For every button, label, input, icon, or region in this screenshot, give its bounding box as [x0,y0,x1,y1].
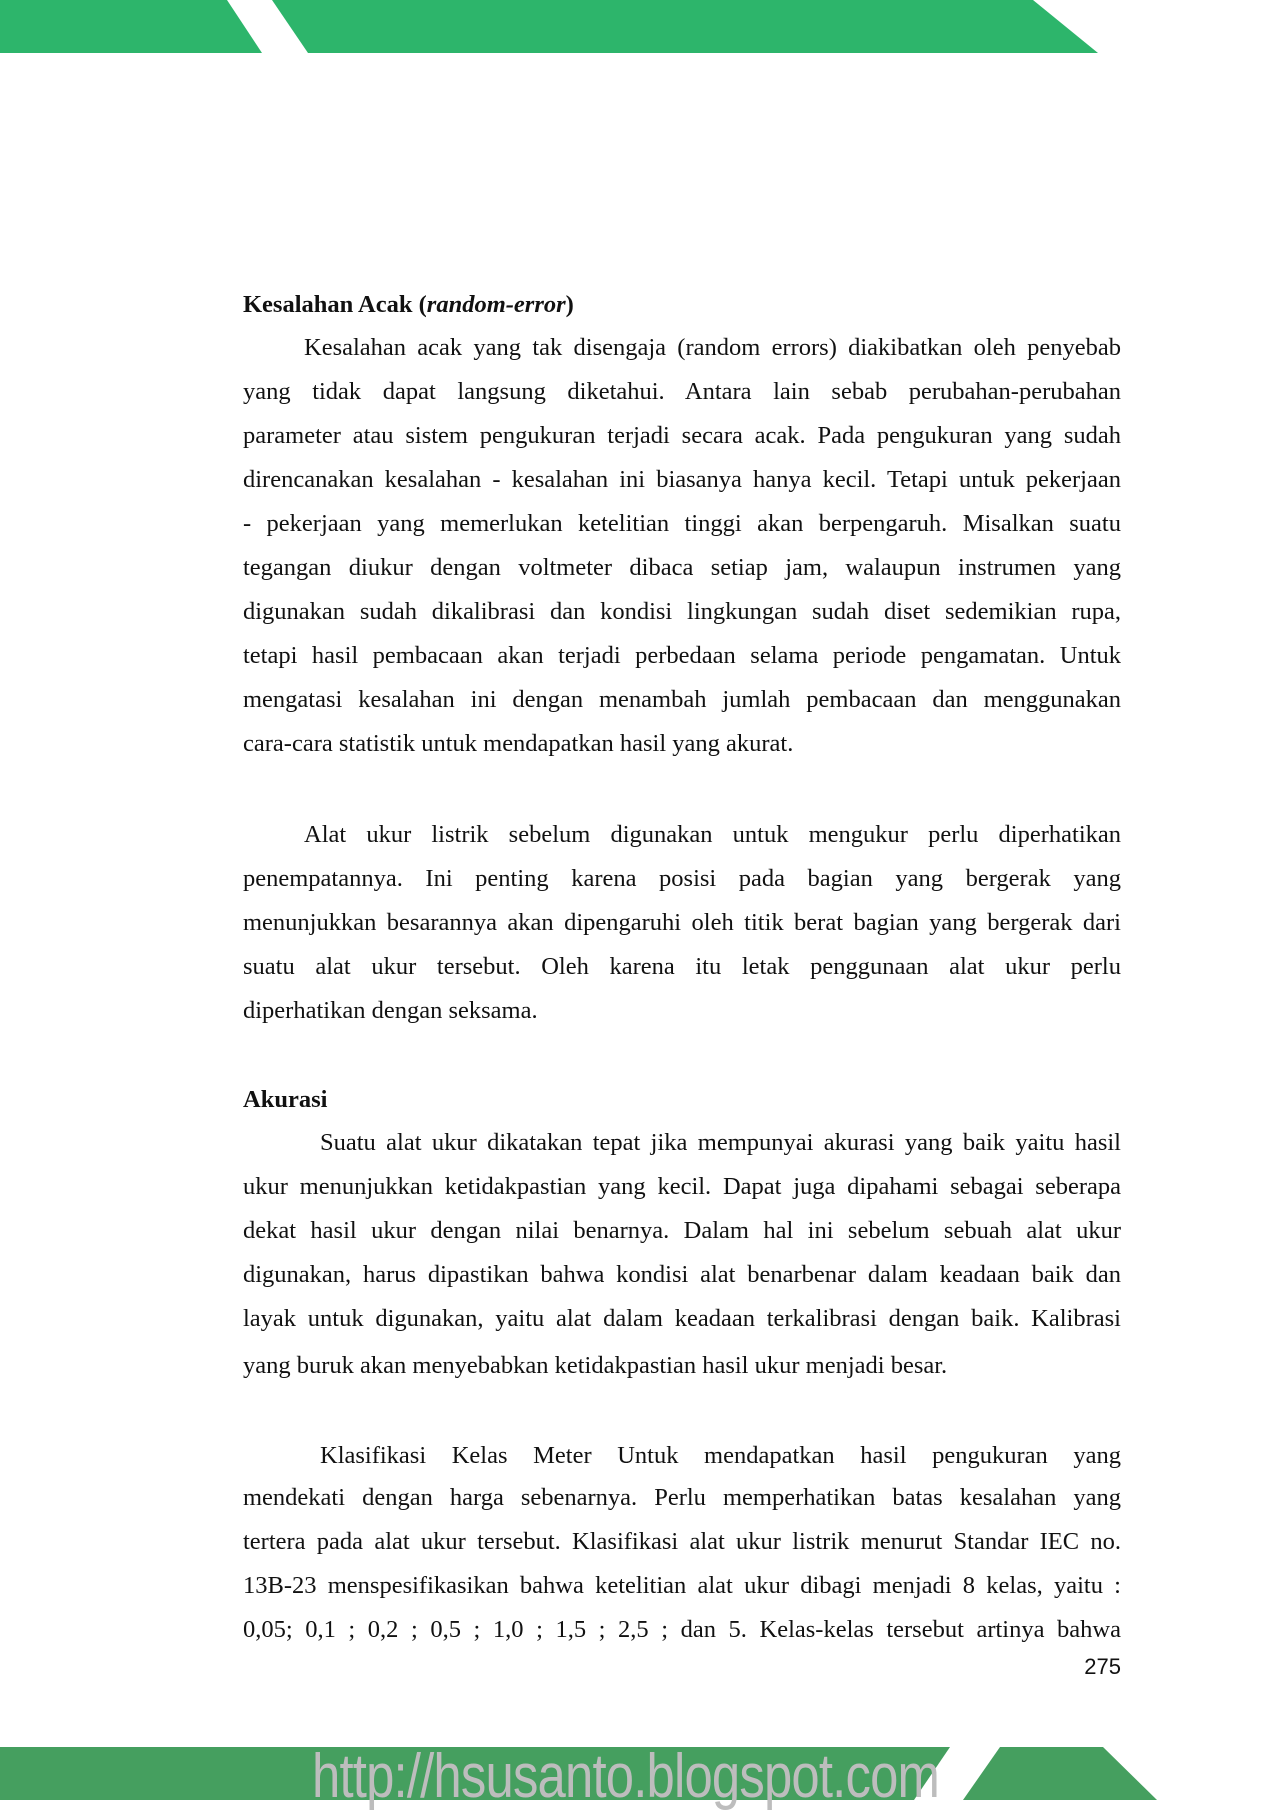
paragraph-line: tetapi hasil pembacaan akan terjadi perbedaan selama periode pengamatan. Untuk [243,642,1121,669]
paragraph-line: 13B-23 menspesifikasikan bahwa ketelitian alat ukur dibagi menjadi 8 kelas, yaitu : [243,1572,1121,1599]
paragraph-line: dekat hasil ukur dengan nilai benarnya. Dalam hal ini sebelum sebuah alat ukur [243,1217,1121,1244]
paragraph-line: mendekati dengan harga sebenarnya. Perlu memperhatikan batas kesalahan yang [243,1484,1121,1511]
heading-text: Kesalahan Acak ( [243,291,427,318]
paragraph-line: Alat ukur listrik sebelum digunakan untuk mengukur perlu diperhatikan [304,821,1121,848]
paragraph-line: direncanakan kesalahan - kesalahan ini biasanya hanya kecil. Tetapi untuk pekerjaan [243,466,1121,493]
page-number: 275 [1084,1654,1121,1679]
paragraph-line: tertera pada alat ukur tersebut. Klasifikasi alat ukur listrik menurut Standar IEC no. [243,1528,1121,1555]
paragraph-line: Kesalahan acak yang tak disengaja (random errors) diakibatkan oleh penyebab [304,334,1121,361]
paragraph-line: digunakan, harus dipastikan bahwa kondisi alat benarbenar dalam keadaan baik dan [243,1261,1121,1288]
paragraph-line: cara-cara statistik untuk mendapatkan hasil yang akurat. [243,730,794,757]
paragraph-line: diperhatikan dengan seksama. [243,997,538,1024]
paragraph-line: tegangan diukur dengan voltmeter dibaca setiap jam, walaupun instrumen yang [243,554,1121,581]
paragraph-line: suatu alat ukur tersebut. Oleh karena itu letak penggunaan alat ukur perlu [243,953,1121,980]
paragraph-line: ukur menunjukkan ketidakpastian yang kecil. Dapat juga dipahami sebagai seberapa [243,1173,1121,1200]
paragraph-line: menunjukkan besarannya akan dipengaruhi oleh titik berat bagian yang bergerak dari [243,909,1121,936]
footer-band-right-segment [963,1747,1157,1800]
heading-italic-text: random-error [426,291,566,318]
paragraph-line: Klasifikasi Kelas Meter Untuk mendapatkan hasil pengukuran yang [320,1442,1121,1469]
paragraph-line: yang buruk akan menyebabkan ketidakpastian hasil ukur menjadi besar. [243,1352,948,1379]
paragraph-line: 0,05; 0,1 ; 0,2 ; 0,5 ; 1,0 ; 1,5 ; 2,5 ; dan 5. Kelas-kelas tersebut artinya bahwa [243,1616,1121,1643]
paragraph-line: digunakan sudah dikalibrasi dan kondisi lingkungan sudah diset sedemikian rupa, [243,598,1121,625]
section-heading-random-error [243,290,1121,320]
paragraph-line: Suatu alat ukur dikatakan tepat jika mempunyai akurasi yang baik yaitu hasil [320,1129,1121,1156]
header-band-right-segment [272,0,1098,53]
paragraph-line: yang tidak dapat langsung diketahui. Antara lain sebab perubahan-perubahan [243,378,1121,405]
paragraph-line: layak untuk digunakan, yaitu alat dalam keadaan terkalibrasi dengan baik. Kalibrasi [243,1305,1121,1332]
header-band-left-segment [0,0,262,53]
heading-close-paren: ) [565,291,574,318]
header-decorative-band [0,0,1272,53]
paragraph-line: penempatannya. Ini penting karena posisi pada bagian yang bergerak yang [243,865,1121,892]
section-heading-akurasi: Akurasi [243,1086,328,1113]
paragraph-line: parameter atau sistem pengukuran terjadi secara acak. Pada pengukuran yang sudah [243,422,1121,449]
paragraph-line: - pekerjaan yang memerlukan ketelitian tinggi akan berpengaruh. Misalkan suatu [243,510,1121,537]
watermark-url: http://hsusanto.blogspot.com [312,1742,940,1811]
paragraph-line: mengatasi kesalahan ini dengan menambah jumlah pembacaan dan menggunakan [243,686,1121,713]
